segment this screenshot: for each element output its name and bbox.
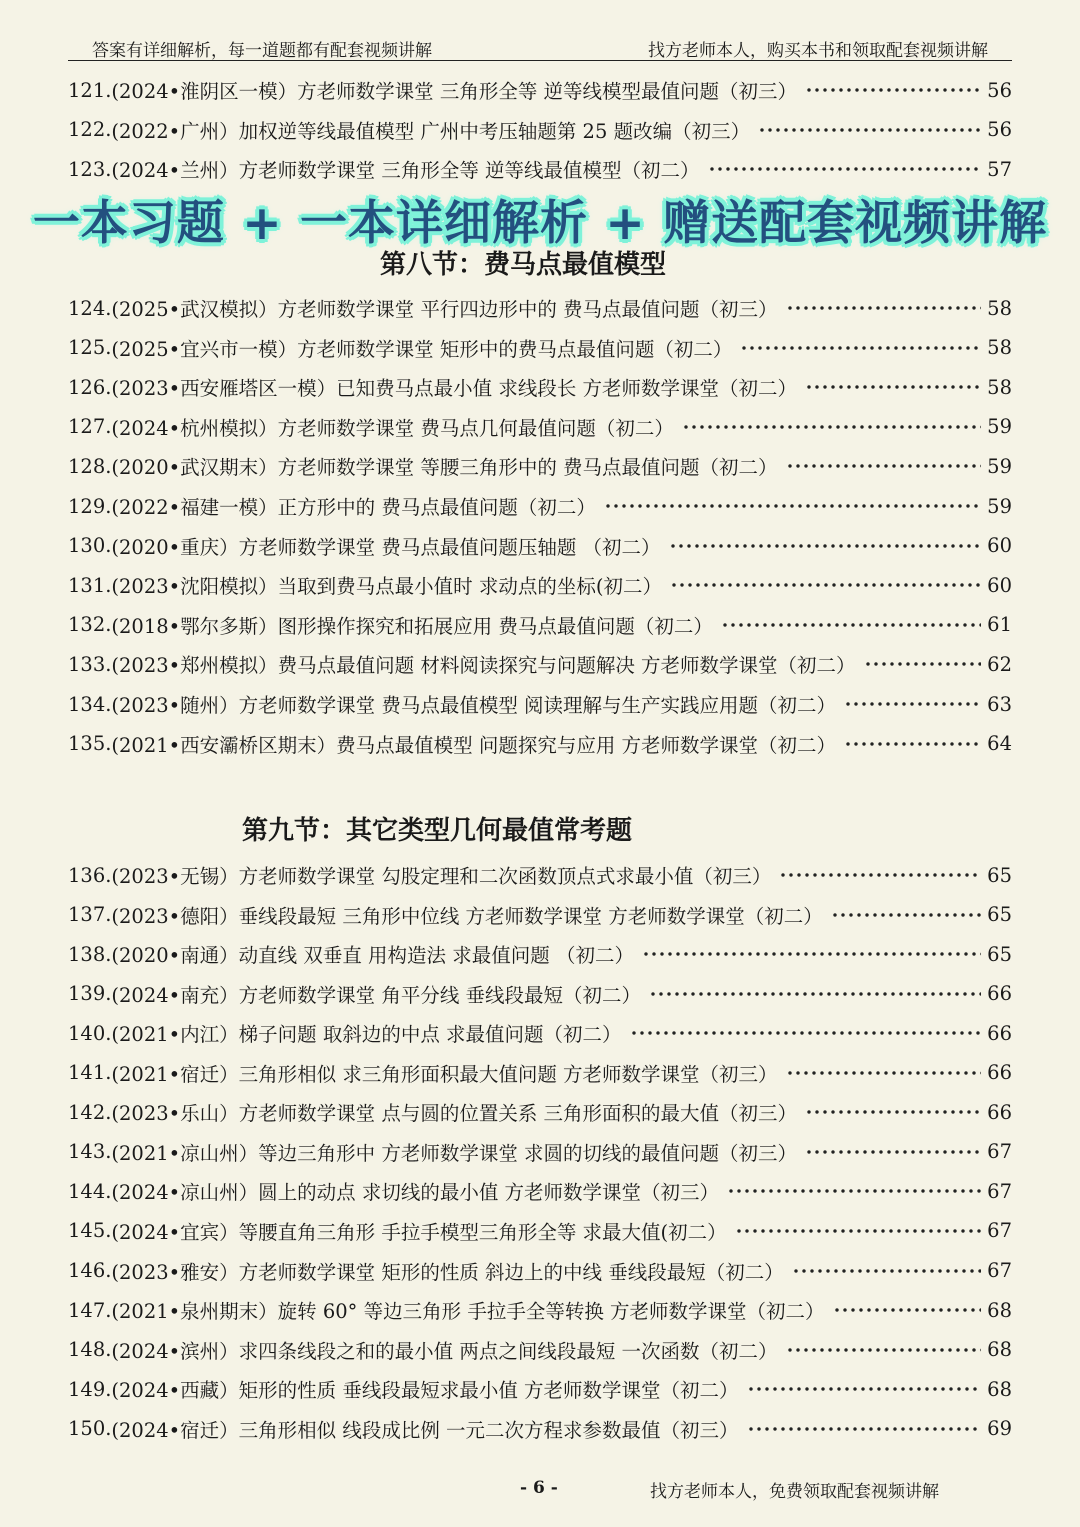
toc-entry [68, 450, 1012, 482]
toc-entry [68, 292, 1012, 324]
toc-entry-page: 56 [987, 78, 1012, 102]
toc-entry [68, 1057, 1012, 1089]
toc-entry-number: 138. [68, 942, 112, 966]
toc-entry-number: 121. [68, 78, 112, 102]
toc-entry [68, 371, 1012, 403]
dot-leader [682, 424, 981, 430]
page-number: - 6 - [520, 1478, 558, 1498]
dot-leader [649, 991, 981, 997]
toc-entry-number: 127. [68, 415, 112, 439]
toc-entry-number: 124. [68, 296, 112, 320]
toc-entry-title: (2024•滨州）求四条线段之和的最小值 两点之间线段最短 一次函数（初二） [111, 1339, 778, 1363]
toc-entry-page: 57 [987, 157, 1012, 181]
toc-entry-title: (2020•南通）动直线 双垂直 用构造法 求最值问题 （初二） [111, 944, 634, 968]
toc-entry-number: 125. [68, 336, 112, 360]
toc-entry-number: 133. [68, 652, 112, 676]
toc-entry [68, 978, 1012, 1010]
toc-entry-title: (2021•西安灞桥区期末）费马点最值模型 问题探究与应用 方老师数学课堂（初二） [111, 733, 837, 757]
toc-entry [68, 688, 1012, 720]
toc-entry [68, 1294, 1012, 1326]
header-right-text: 找方老师本人，购买本书和领取配套视频讲解 [648, 41, 988, 61]
dot-leader [747, 1426, 982, 1432]
toc-entry [68, 609, 1012, 641]
dot-leader [786, 305, 982, 311]
toc-entry-page: 59 [987, 454, 1012, 478]
toc-entry-number: 131. [68, 573, 112, 597]
toc-entry-title: (2021•宿迁）三角形相似 求三角形面积最大值问题 方老师数学课堂（初三） [111, 1062, 778, 1086]
toc-entry-title: (2023•郑州模拟）费马点最值问题 材料阅读探究与问题解决 方老师数学课堂（初二） [111, 654, 856, 678]
section-9-title: 第九节：其它类型几何最值常考题 [242, 816, 633, 846]
toc-entry-page: 69 [987, 1417, 1012, 1441]
page-header [68, 34, 1012, 61]
toc-entry-number: 123. [68, 157, 112, 181]
toc-entry-number: 144. [68, 1179, 112, 1203]
dot-leader [721, 622, 981, 628]
toc-entry [68, 74, 1012, 106]
dot-leader [805, 1149, 981, 1155]
toc-entry-number: 134. [68, 692, 112, 716]
toc-entry-title: (2024•西藏）矩形的性质 垂线段最短求最小值 方老师数学课堂（初二） [111, 1379, 739, 1403]
toc-entry-page: 67 [987, 1179, 1012, 1203]
toc-entry-title: (2023•无锡）方老师数学课堂 勾股定理和二次函数顶点式求最小值（初三） [111, 865, 772, 888]
toc-entry-title: (2023•德阳）垂线段最短 三角形中位线 方老师数学课堂 方老师数学课堂（初二） [111, 904, 823, 928]
toc-entry-page: 68 [987, 1298, 1012, 1322]
toc-entry-page: 68 [987, 1377, 1012, 1401]
toc-entry-page: 60 [987, 573, 1012, 597]
dot-leader [833, 1307, 982, 1313]
footer-text: 找方老师本人，免费领取配套视频讲解 [650, 1482, 939, 1502]
toc-entry-title: (2020•重庆）方老师数学课堂 费马点最值问题压轴题 （初二） [111, 535, 661, 559]
dot-leader [864, 661, 982, 667]
dot-leader [670, 582, 981, 588]
toc-entry-title: (2024•杭州模拟）方老师数学课堂 费马点几何最值问题（初二） [111, 416, 674, 440]
toc-entry-title: (2018•鄂尔多斯）图形操作探究和拓展应用 费马点最值问题（初二） [111, 614, 713, 638]
toc-entry-number: 137. [68, 903, 112, 927]
toc-entry-title: (2024•兰州）方老师数学课堂 三角形全等 逆等线最值模型（初二） [111, 159, 700, 183]
toc-entry-page: 66 [987, 982, 1012, 1006]
dot-leader [779, 872, 981, 878]
toc-entry-title: (2023•西安雁塔区一模）已知费马点最小值 求线段长 方老师数学课堂（初二） [111, 377, 798, 401]
toc-entry-page: 64 [987, 732, 1012, 756]
toc-entry-title: (2022•福建一模）正方形中的 费马点最值问题（初二） [111, 496, 596, 519]
toc-entry-page: 58 [987, 375, 1012, 399]
toc-entry-number: 136. [68, 863, 112, 887]
toc-entry-page: 65 [987, 942, 1012, 966]
toc-entry-title: (2021•凉山州）等边三角形中 方老师数学课堂 求圆的切线的最值问题（初三） [111, 1141, 798, 1165]
toc-entry [68, 1096, 1012, 1128]
toc-entry-number: 126. [68, 375, 112, 399]
toc-entry-page: 58 [987, 296, 1012, 320]
toc-entry-number: 130. [68, 534, 112, 558]
dot-leader [747, 1386, 982, 1392]
toc-entry-number: 140. [68, 1021, 112, 1045]
toc-entry [68, 899, 1012, 931]
toc-entry-title: (2024•凉山州）圆上的动点 求切线的最小值 方老师数学课堂（初三） [111, 1181, 720, 1205]
toc-entry [68, 1017, 1012, 1049]
header-left-text: 答案有详细解析，每一道题都有配套视频讲解 [92, 41, 432, 61]
dot-leader [792, 1268, 981, 1274]
toc-entry-page: 67 [987, 1219, 1012, 1243]
toc-entry-number: 149. [68, 1377, 112, 1401]
dot-leader [708, 166, 982, 172]
toc-entry-number: 146. [68, 1259, 112, 1282]
toc-entry-title: (2025•武汉模拟）方老师数学课堂 平行四边形中的 费马点最值问题（初三） [111, 298, 778, 321]
promo-banner: 一本习题 + 一本详细解析 + 赠送配套视频讲解 [32, 196, 1048, 251]
toc-entry-number: 148. [68, 1338, 112, 1362]
toc-entry [68, 859, 1012, 891]
toc-entry-page: 65 [987, 863, 1012, 887]
toc-entry-page: 66 [987, 1021, 1012, 1045]
toc-entry-title: (2023•乐山）方老师数学课堂 点与圆的位置关系 三角形面积的最大值（初三） [111, 1102, 798, 1126]
dot-leader [805, 1109, 981, 1115]
toc-entry-number: 145. [68, 1219, 112, 1243]
toc-entry-page: 67 [987, 1140, 1012, 1164]
toc-entry-title: (2023•沈阳模拟）当取到费马点最小值时 求动点的坐标(初二） [111, 575, 662, 599]
toc-entry [68, 153, 1012, 185]
dot-leader [844, 701, 981, 707]
toc-entry-number: 143. [68, 1140, 112, 1164]
dot-leader [669, 543, 982, 549]
toc-entry-title: (2020•武汉期末）方老师数学课堂 等腰三角形中的 费马点最值问题（初二） [111, 456, 778, 480]
toc-entry [68, 1215, 1012, 1247]
toc-entry [68, 1413, 1012, 1445]
dot-leader [740, 345, 981, 351]
toc-entry-page: 67 [987, 1259, 1012, 1282]
toc-entry-title: (2021•泉州期末）旋转 60° 等边三角形 手拉手全等转换 方老师数学课堂（初二） [111, 1300, 825, 1324]
toc-entry-number: 135. [68, 732, 112, 756]
toc-entry-page: 66 [987, 1100, 1012, 1124]
toc-entry-number: 129. [68, 494, 112, 518]
toc-entry-page: 61 [987, 613, 1012, 637]
toc-entry [68, 332, 1012, 364]
toc-entry [68, 728, 1012, 760]
toc-entry-title: (2024•宿迁）三角形相似 线段成比例 一元二次方程求参数最值（初三） [111, 1418, 739, 1442]
toc-entry-title: (2025•宜兴市一模）方老师数学课堂 矩形中的费马点最值问题（初二） [111, 337, 733, 361]
toc-entry-page: 65 [987, 903, 1012, 927]
toc-entry-title: (2024•南充）方老师数学课堂 角平分线 垂线段最短（初二） [111, 983, 642, 1007]
toc-entry-title: (2024•淮阴区一模）方老师数学课堂 三角形全等 逆等线模型最值问题（初三） [111, 80, 798, 103]
dot-leader [642, 951, 981, 957]
dot-leader [735, 1228, 982, 1234]
toc-entry [68, 114, 1012, 146]
toc-entry-page: 66 [987, 1061, 1012, 1085]
toc-entry-page: 56 [987, 118, 1012, 142]
dot-leader [758, 127, 981, 133]
dot-leader [805, 87, 981, 93]
toc-entry [68, 648, 1012, 680]
dot-leader [786, 463, 982, 469]
toc-entry-title: (2022•广州）加权逆等线最值模型 广州中考压轴题第 25 题改编（初三） [111, 119, 751, 143]
toc-entry [68, 530, 1012, 562]
dot-leader [786, 1347, 982, 1353]
toc-entry-title: (2023•随州）方老师数学课堂 费马点最值模型 阅读理解与生产实践应用题（初二） [111, 694, 837, 717]
toc-entry [68, 490, 1012, 522]
dot-leader [604, 503, 981, 509]
toc-entry-page: 59 [987, 494, 1012, 518]
toc-entry-page: 60 [987, 534, 1012, 558]
toc-entry-number: 141. [68, 1061, 112, 1085]
toc-entry [68, 938, 1012, 970]
toc-entry-number: 142. [68, 1100, 112, 1124]
toc-entry [68, 1175, 1012, 1207]
toc-entry-title: (2021•内江）梯子问题 取斜边的中点 求最值问题（初二） [111, 1023, 622, 1047]
toc-entry [68, 1334, 1012, 1366]
toc-entry [68, 1373, 1012, 1405]
toc-entry-page: 62 [987, 652, 1012, 676]
toc-entry-number: 139. [68, 982, 112, 1006]
toc-entry-page: 63 [987, 692, 1012, 716]
section-8-title: 第八节：费马点最值模型 [380, 250, 667, 280]
toc-entry [68, 569, 1012, 601]
dot-leader [844, 741, 981, 747]
dot-leader [727, 1188, 981, 1194]
toc-entry [68, 1136, 1012, 1168]
toc-entry-page: 59 [987, 415, 1012, 439]
dot-leader [630, 1030, 982, 1036]
dot-leader [786, 1070, 982, 1076]
toc-entry [68, 1255, 1012, 1287]
toc-entry-title: (2024•宜宾）等腰直角三角形 手拉手模型三角形全等 求最大值(初二） [111, 1220, 727, 1244]
dot-leader [831, 912, 981, 918]
toc-entry-title: (2023•雅安）方老师数学课堂 矩形的性质 斜边上的中线 垂线段最短（初二） [111, 1260, 784, 1284]
toc-entry-page: 68 [987, 1338, 1012, 1362]
toc-entry-number: 150. [68, 1417, 112, 1441]
dot-leader [805, 384, 981, 390]
toc-entry-page: 58 [987, 336, 1012, 360]
toc-entry-number: 147. [68, 1298, 112, 1322]
toc-entry [68, 411, 1012, 443]
toc-entry-number: 128. [68, 454, 112, 478]
toc-entry-number: 132. [68, 613, 112, 637]
toc-entry-number: 122. [68, 118, 112, 142]
